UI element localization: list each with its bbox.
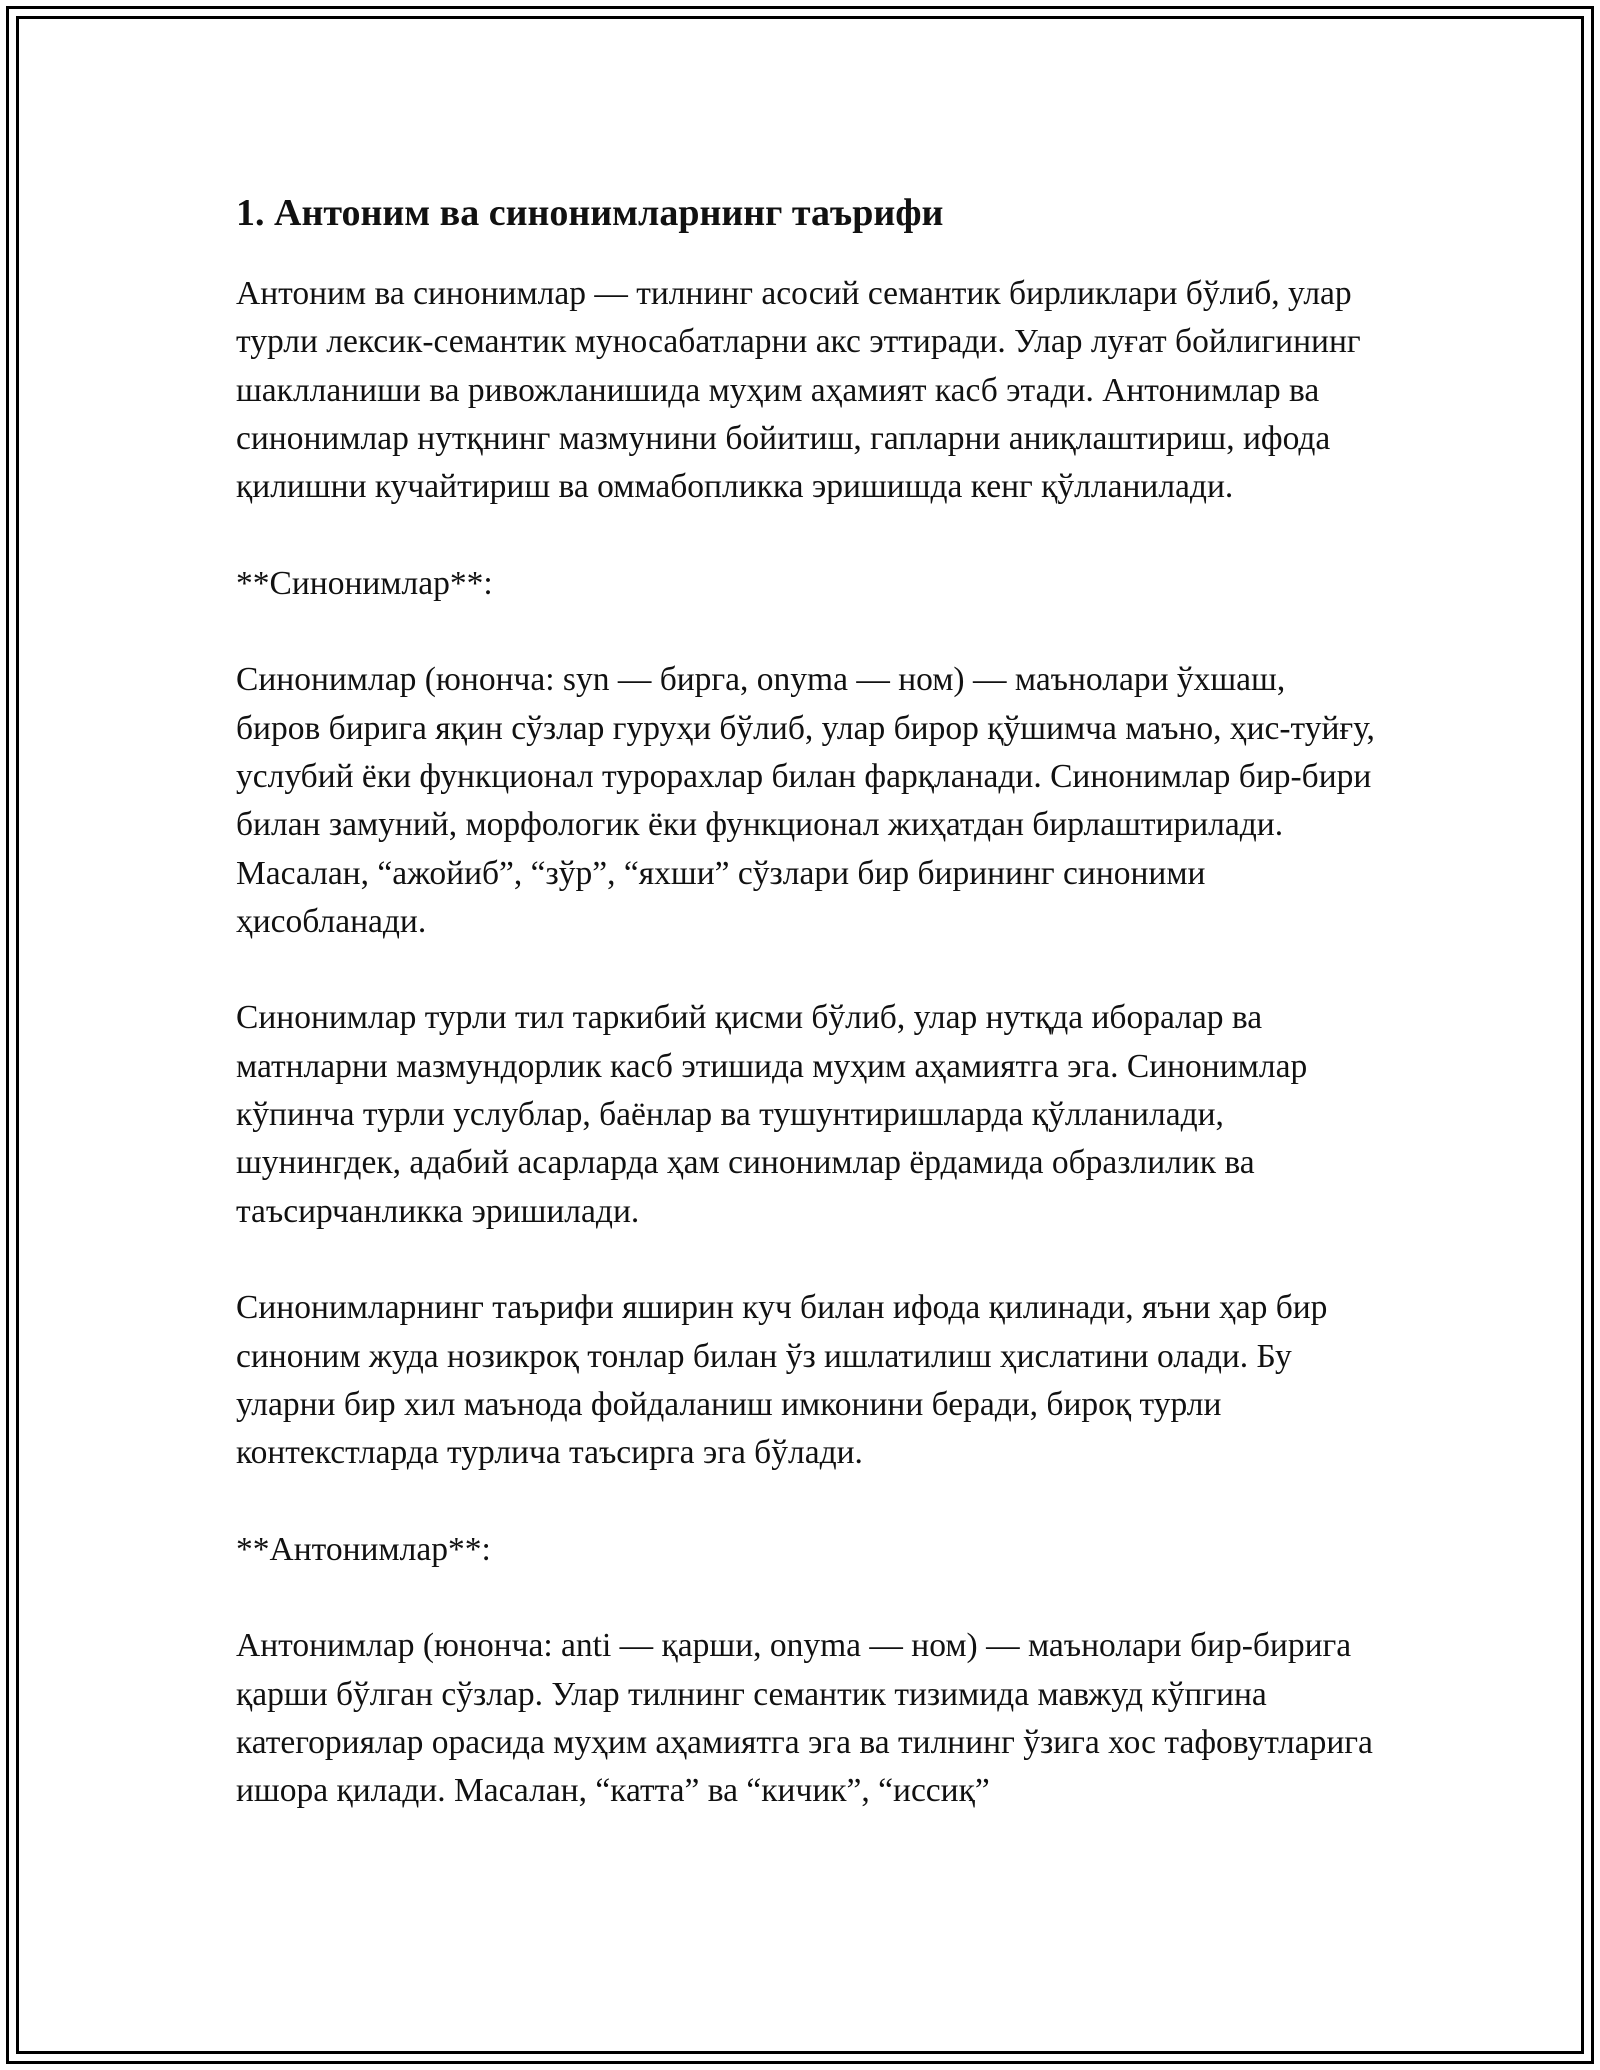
synonyms-paragraph-3: Синонимларнинг таърифи яширин куч билан ифода қилинади, яъни ҳар бир синоним жуда нозикроқ тонлар билан ўз ишлатилиш ҳислатини олади. Бу уларни бир хил маънода фойдаланиш имконини беради, бироқ турли контекстларда турлича таъсирга эга бўлади.	[236, 1289, 1328, 1472]
synonyms-heading: **Синонимлар**:	[236, 564, 493, 602]
intro-paragraph: Антоним ва синонимлар — тилнинг асосий семантик бирликлари бўлиб, улар турли лексик-семантик муносабатларни акс эттиради. Улар луғат бойлигининг шаклланиши ва ривожланишида муҳим аҳамият касб этади. Антонимлар ва синонимлар нутқнинг мазмунини бойитиш, гапларни аниқлаштириш, ифода қилишни кучайтириш ва оммабопликка эришишда кенг қўлланилади.	[236, 275, 1361, 506]
synonyms-paragraph-2: Синонимлар турли тил таркибий қисми бўлиб, улар нутқда иборалар ва матнларни мазмундорлик касб этишида муҳим аҳамиятга эга. Синонимлар кўпинча турли услублар, баёнлар ва тушунтиришларда қўлланилади, шунингдек, адабий асарларда ҳам синонимлар ёрдамида образлилик ва таъсирчанликка эришилади.	[236, 999, 1308, 1230]
document-body	[236, 188, 1376, 1864]
antonyms-heading: **Антонимлар**:	[236, 1530, 491, 1568]
antonyms-paragraph: Антонимлар (юнонча: anti — қарши, onyma — ном) — маънолари бир-бирига қарши бўлган сўзлар. Улар тилнинг семантик тизимида мавжуд кўпгина категориялар орасида муҳим аҳамиятга эга ва тилнинг ўзига хос тафовутларига ишора қилади. Масалан, “катта” ва “кичик”, “иссиқ”	[236, 1627, 1373, 1810]
section-heading: 1. Антоним ва синонимларнинг таърифи	[236, 192, 944, 234]
synonyms-paragraph-1: Синонимлар (юнонча: syn — бирга, onyma — ном) — маънолари ўхшаш, биров бирига яқин сўзлар гуруҳи бўлиб, улар бирор қўшимча маъно, ҳис-туйғу, услубий ёки функционал турорахлар билан фарқланади. Синонимлар бир-бири билан замуний, морфологик ёки функционал жиҳатдан бирлаштирилади. Масалан, “ажойиб”, “зўр”, “яхши” сўзлари бир бирининг синоними ҳисобланади.	[236, 661, 1375, 940]
